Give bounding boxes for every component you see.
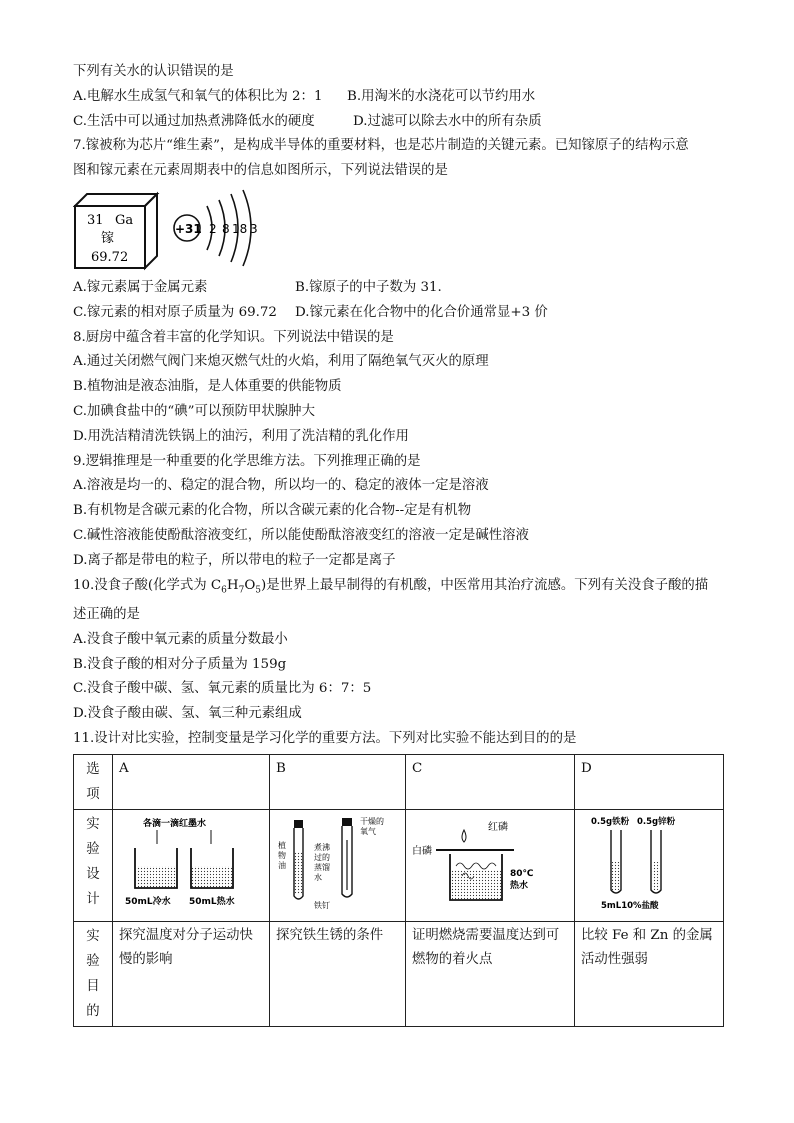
svg-text:氧气: 氧气: [360, 826, 376, 836]
periodic-table-cell: [75, 194, 157, 268]
q6-option-a: A.电解水生成氢气和氧气的体积比为 2：1: [73, 88, 323, 104]
q8-stem: 8.厨房中蕴含着丰富的化学知识。下列说法中错误的是: [73, 329, 394, 345]
element-mass: 69.72: [91, 249, 129, 265]
col-d-header: D: [575, 754, 724, 809]
purpose-label: 实 验 目 的: [74, 921, 113, 1026]
svg-text:水: 水: [314, 872, 322, 882]
formula-c-sub: 6: [221, 585, 227, 596]
fig-a-left-label: 50mL冷水: [125, 896, 171, 907]
shell-1: 2: [209, 221, 217, 236]
formula-h: H: [226, 577, 239, 593]
header-label: 选 项: [74, 754, 113, 809]
shell-4: 3: [250, 221, 258, 236]
formula-o-sub: 5: [255, 585, 262, 596]
atomic-structure-diagram: [174, 190, 258, 266]
svg-text:过的: 过的: [314, 852, 330, 862]
q7-options-cd: [73, 301, 723, 326]
svg-text:0.5g铁粉: 0.5g铁粉: [591, 816, 630, 827]
q10-stem-post: )是世界上最早制得的有机酸，中医常用其治疗流感。下列有关没食子酸的描: [261, 577, 709, 593]
element-number: 31: [87, 212, 104, 228]
q9-option-b: B.有机物是含碳元素的化合物，所以含碳元素的化合物--定是有机物: [73, 503, 472, 519]
col-b-header: B: [270, 754, 406, 809]
q10-stem-line2: 述正确的是: [73, 607, 140, 623]
fig-a-right-label: 50mL热水: [189, 896, 235, 907]
shell-2: 8: [222, 221, 230, 236]
q7-option-b: B.镓原子的中子数为 31.: [295, 279, 442, 295]
q6-stem: 下列有关水的认识错误的是: [73, 64, 234, 79]
purpose-b: 探究铁生锈的条件: [270, 921, 406, 1026]
q6-options-ab: [73, 85, 723, 110]
formula-h-sub: 7: [238, 585, 245, 596]
q9-option-c: C.碱性溶液能使酚酞溶液变红，所以能使酚酞溶液变红的溶液一定是碱性溶液: [73, 527, 529, 543]
element-name: 镓: [101, 230, 115, 246]
figure-d-acid-tubes: [575, 810, 717, 912]
purpose-row: [74, 921, 724, 1026]
q9-option-a: A.溶液是均一的、稳定的混合物，所以均一的、稳定的液体一定是溶液: [73, 478, 489, 494]
svg-text:5mL10%盐酸: 5mL10%盐酸: [601, 900, 659, 911]
q11-stem: 11.设计对比实验，控制变量是学习化学的重要方法。下列对比实验不能达到目的的是: [73, 731, 577, 746]
svg-text:煮沸: 煮沸: [314, 842, 330, 852]
fig-a-top-label: 各滴一滴红墨水: [143, 818, 207, 829]
svg-text:蒸馏: 蒸馏: [314, 862, 330, 872]
figure-c-combustion: [406, 810, 568, 912]
q7-stem-line1: 7.镓被称为芯片“维生素”，是构成半导体的重要材料，也是芯片制造的关键元素。已知镓原子的结构示意: [73, 138, 689, 154]
svg-text:80℃: 80℃: [510, 868, 534, 879]
svg-text:红磷: 红磷: [488, 821, 508, 833]
q7-stem-line2: 图和镓元素在元素周期表中的信息如图所示，下列说法错误的是: [73, 163, 448, 179]
design-row: [74, 809, 724, 921]
q9-stem: 9.逻辑推理是一种重要的化学思维方法。下列推理正确的是: [73, 453, 421, 469]
svg-text:0.5g锌粉: 0.5g锌粉: [637, 816, 676, 827]
formula-o: O: [244, 577, 256, 593]
q10-option-c: C.没食子酸中碳、氢、氧元素的质量比为 6：7：5: [73, 681, 372, 697]
q7-options-ab: [73, 276, 723, 301]
col-a-header: A: [113, 754, 270, 809]
figure-b-test-tubes: [270, 810, 400, 912]
q6-option-b: B.用淘米的水浇花可以节约用水: [347, 88, 536, 104]
svg-text:油: 油: [278, 860, 286, 870]
svg-text:热水: 热水: [510, 880, 529, 891]
q7-option-d: D.镓元素在化合物中的化合价通常显+3 价: [295, 304, 548, 320]
svg-text:白磷: 白磷: [412, 845, 432, 857]
q10-option-b: B.没食子酸的相对分子质量为 159g: [73, 656, 287, 672]
q10-stem-pre: 10.没食子酸(化学式为 C: [73, 577, 222, 593]
svg-text:干燥的: 干燥的: [360, 816, 384, 826]
nucleus-charge: +31: [175, 221, 202, 236]
q8-option-a: A.通过关闭燃气阀门来熄灭燃气灶的火焰，利用了隔绝氧气灭火的原理: [73, 354, 489, 370]
svg-text:铁钉: 铁钉: [314, 900, 330, 910]
q10-option-a: A.没食子酸中氧元素的质量分数最小: [73, 631, 288, 647]
q10-stem-line1: [73, 574, 723, 603]
figure-a-beakers: [113, 810, 263, 912]
element-symbol: Ga: [115, 212, 134, 228]
table-header-row: [74, 754, 724, 809]
gallium-figure: [73, 186, 273, 276]
svg-text:植: 植: [278, 840, 286, 850]
q11-table: [73, 754, 724, 1027]
q8-option-b: B.植物油是液态油脂，是人体重要的供能物质: [73, 379, 342, 395]
q6-option-d: D.过滤可以除去水中的所有杂质: [353, 113, 542, 129]
exam-page: [73, 60, 723, 1027]
purpose-d: 比较 Fe 和 Zn 的金属活动性强弱: [575, 921, 724, 1026]
purpose-c: 证明燃烧需要温度达到可燃物的着火点: [406, 921, 575, 1026]
q7-option-a: A.镓元素属于金属元素: [73, 279, 208, 295]
q9-option-d: D.离子都是带电的粒子，所以带电的粒子一定都是离子: [73, 552, 396, 568]
q8-option-d: D.用洗洁精清洗铁锅上的油污，利用了洗洁精的乳化作用: [73, 428, 409, 444]
q6-option-c: C.生活中可以通过加热煮沸降低水的硬度: [73, 113, 315, 129]
purpose-a: 探究温度对分子运动快慢的影响: [113, 921, 270, 1026]
q8-option-c: C.加碘食盐中的“碘”可以预防甲状腺肿大: [73, 403, 315, 419]
q7-option-c: C.镓元素的相对原子质量为 69.72: [73, 304, 277, 320]
q6-options-cd: [73, 110, 723, 135]
q10-option-d: D.没食子酸由碳、氢、氧三种元素组成: [73, 706, 302, 722]
design-label: 实 验 设 计: [74, 809, 113, 921]
shell-3: 18: [232, 221, 248, 236]
col-c-header: C: [406, 754, 575, 809]
svg-text:物: 物: [278, 850, 286, 860]
